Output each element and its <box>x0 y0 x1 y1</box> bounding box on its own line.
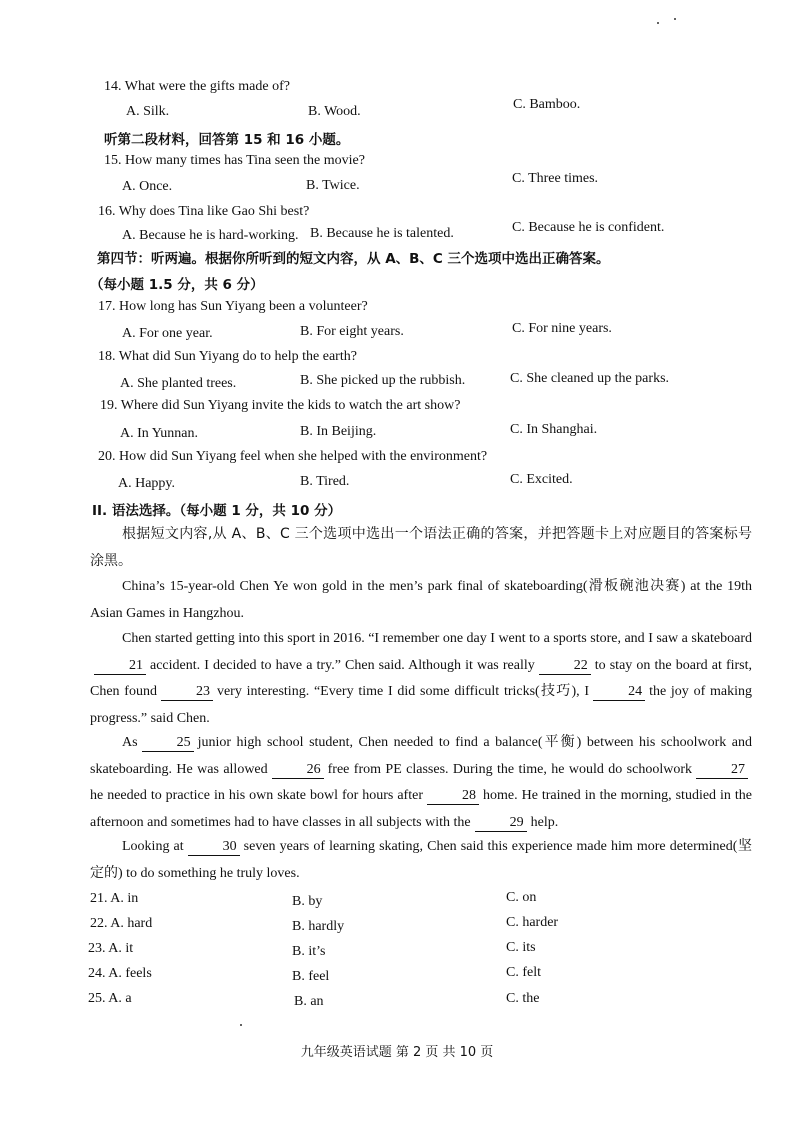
question-19-option-c: C. In Shanghai. <box>510 422 598 437</box>
question-17-option-b: B. For eight years. <box>300 324 404 339</box>
question-18-stem: 18. What did Sun Yiyang do to help the earth? <box>98 349 357 364</box>
question-19-option-b: B. In Beijing. <box>300 424 377 439</box>
question-17-stem: 17. How long has Sun Yiyang been a volunteer? <box>98 299 368 314</box>
scan-speck <box>240 1024 242 1026</box>
option-24-a: 24. A. feels <box>88 966 152 981</box>
question-20-option-b: B. Tired. <box>300 474 350 489</box>
passage-text: China’s 15-year-old Chen Ye won gold in the men’s park final of skateboarding(滑板碗池决赛) at the 19th Asian Games in Hangzhou. <box>90 579 752 621</box>
passage-text: to stay on the board at first, Chen found <box>90 657 752 699</box>
question-14-option-b: B. Wood. <box>308 104 361 119</box>
blank-27: 27 <box>696 762 748 779</box>
scan-speck <box>657 22 659 24</box>
question-16-option-a: A. Because he is hard-working. <box>122 228 299 243</box>
passage-paragraph-2 <box>90 626 752 732</box>
section-4-score: （每小题 1.5 分，共 6 分） <box>90 277 264 293</box>
question-16-option-b: B. Because he is talented. <box>310 226 454 241</box>
scan-speck <box>674 18 676 20</box>
blank-24: 24 <box>593 684 645 701</box>
passage-text: junior high school student, Chen needed to find a balance(平衡) between his schoolwork and skateboarding. He was allowed <box>90 735 752 777</box>
passage-text: Looking at <box>122 839 184 854</box>
blank-28: 28 <box>427 788 479 805</box>
question-15-stem: 15. How many times has Tina seen the movie? <box>104 153 365 168</box>
passage-text: help. <box>530 814 559 830</box>
question-19-stem: 19. Where did Sun Yiyang invite the kids to watch the art show? <box>100 398 461 413</box>
passage-text: the joy of making progress.” said Chen. <box>90 684 752 726</box>
option-25-b: B. an <box>294 994 324 1009</box>
blank-26: 26 <box>272 762 324 779</box>
question-20-option-a: A. Happy. <box>118 476 176 491</box>
blank-29: 29 <box>475 815 527 832</box>
question-14-stem: 14. What were the gifts made of? <box>104 79 290 94</box>
blank-23: 23 <box>161 684 213 701</box>
passage-text: Chen started getting into this sport in 2016. “I remember one day I went to a sports store, and I saw a skateboard <box>122 631 752 646</box>
grammar-heading: II. 语法选择。（每小题 1 分，共 10 分） <box>92 503 342 519</box>
passage-text: As <box>122 735 138 750</box>
question-14-option-a: A. Silk. <box>126 104 170 119</box>
option-25-c: C. the <box>506 991 540 1006</box>
passage-paragraph-3 <box>90 730 752 836</box>
blank-22: 22 <box>539 658 591 675</box>
question-18-option-c: C. She cleaned up the parks. <box>510 371 670 386</box>
blank-25: 25 <box>142 735 194 752</box>
part-2-note: 听第二段材料，回答第 15 和 16 小题。 <box>104 132 350 148</box>
question-20-stem: 20. How did Sun Yiyang feel when she helped with the environment? <box>98 449 488 464</box>
blank-21: 21 <box>94 658 146 675</box>
passage-text: very interesting. “Every time I did some difficult tricks(技巧), I <box>216 684 590 699</box>
question-19-option-a: A. In Yunnan. <box>120 426 199 441</box>
question-15-option-b: B. Twice. <box>306 178 360 193</box>
question-14-option-c: C. Bamboo. <box>513 97 581 112</box>
question-17-option-a: A. For one year. <box>122 326 213 341</box>
option-24-c: C. felt <box>506 965 541 980</box>
option-22-c: C. harder <box>506 915 559 930</box>
option-23-b: B. it’s <box>292 944 326 959</box>
grammar-instruction: 根据短文内容,从 A、B、C 三个选项中选出一个语法正确的答案，并把答题卡上对应题目的答案标号涂黑。 <box>90 526 752 569</box>
question-16-stem: 16. Why does Tina like Gao Shi best? <box>98 204 310 219</box>
question-15-option-a: A. Once. <box>122 179 173 194</box>
passage-text: he needed to practice in his own skate bowl for hours after <box>90 788 423 803</box>
option-21-a: 21. A. in <box>90 891 139 906</box>
question-15-option-c: C. Three times. <box>512 171 599 186</box>
question-18-option-a: A. She planted trees. <box>120 376 237 391</box>
option-22-b: B. hardly <box>292 919 345 934</box>
passage-text: accident. I decided to have a try.” Chen said. Although it was really <box>150 657 535 673</box>
option-22-a: 22. A. hard <box>90 916 153 931</box>
page-footer: 九年级英语试题 第 2 页 共 10 页 <box>300 1045 494 1060</box>
option-24-b: B. feel <box>292 969 330 984</box>
option-21-c: C. on <box>506 890 537 905</box>
passage-text: free from PE classes. During the time, he would do schoolwork <box>327 761 692 777</box>
question-17-option-c: C. For nine years. <box>512 321 612 336</box>
blank-30: 30 <box>188 839 240 856</box>
passage-paragraph-4 <box>90 834 752 887</box>
question-18-option-b: B. She picked up the rubbish. <box>300 373 466 388</box>
section-4-heading: 第四节：听两遍。根据你所听到的短文内容，从 A、B、C 三个选项中选出正确答案。 <box>97 251 610 267</box>
option-21-b: B. by <box>292 894 323 909</box>
option-25-a: 25. A. a <box>88 991 132 1006</box>
option-23-a: 23. A. it <box>88 941 134 956</box>
passage-paragraph-1 <box>90 574 752 627</box>
passage-text: home. He trained in the morning, studied in the afternoon and sometimes had to have classes in all subjects with the <box>90 788 752 830</box>
passage-text: seven years of learning skating, Chen said this experience made him more determined(坚定的) to do something he truly loves. <box>90 839 753 881</box>
option-23-c: C. its <box>506 940 536 955</box>
question-16-option-c: C. Because he is confident. <box>512 220 665 235</box>
question-20-option-c: C. Excited. <box>510 472 573 487</box>
